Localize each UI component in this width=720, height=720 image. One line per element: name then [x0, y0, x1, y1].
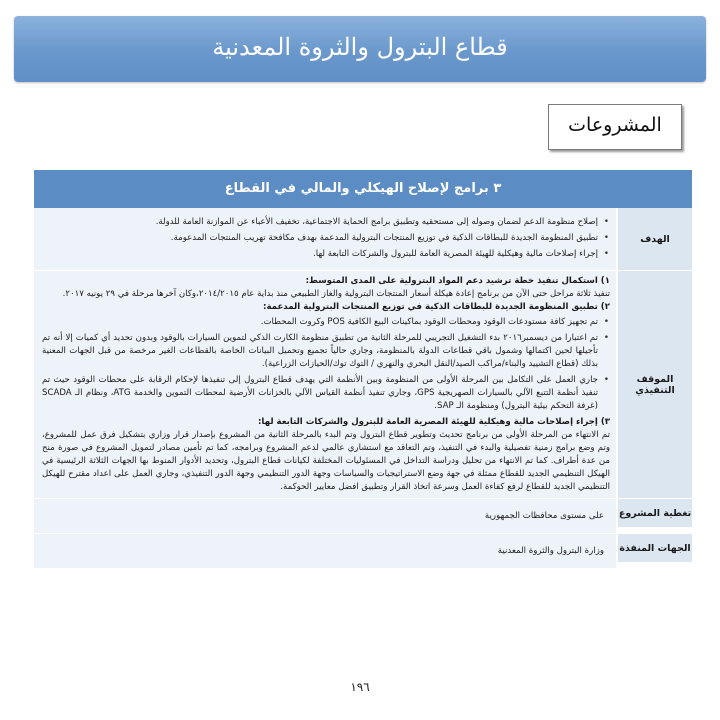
sector-banner — [14, 16, 706, 82]
table-header: ٣ برامج لإصلاح الهيكلي والمالي في القطاع — [34, 170, 692, 208]
section-label-box — [548, 104, 682, 150]
goal-row — [34, 208, 692, 271]
entity-row — [34, 534, 692, 568]
sector-title: قطاع البترول والثروة المعدنية — [212, 33, 508, 61]
status-paragraph-1: تنفيذ ثلاثة مراحل حتى الآن من برنامج إعادة هيكلة أسعار المنتجات البترولية والغاز الطبيعي منذ بداية عام ٢٠١٤/٢٠١٥،وكان آخرها مرحلة في ٢٩ يونيه ٢٠١٧. — [62, 289, 610, 299]
goal-content — [34, 208, 616, 270]
coverage-label: تغطية المشروع — [616, 499, 692, 527]
status-content — [34, 271, 616, 498]
page-number: ١٩٦ — [350, 680, 370, 694]
status-subheading-1: ١) استكمال تنفيذ خطة ترشيد دعم المواد البترولية على المدى المتوسط: — [305, 276, 610, 286]
status-subheading-2: ٢) تطبيق المنظومة الجديدة للبطاقات الذكية في توزيع المنتجات البترولية المدعمة: — [263, 302, 610, 312]
status-list-2 — [42, 316, 610, 413]
section-title: المشروعات — [568, 114, 662, 136]
status-item: • تم تجهيز كافة مستودعات الوقود ومحطات الوقود بماكينات البيع الكافية POS وكروت المحطات. — [42, 316, 610, 329]
project-table — [34, 170, 692, 568]
entity-label: الجهات المنفذة — [616, 534, 692, 562]
status-item: • جاري العمل على التكامل بين المرحلة الأولى من المنظومة وبين الأنظمة التي يهدف قطاع البترول إلى تنفيذها لإحكام الرقابة على محطات الوقود حيث تم تنفيذ أنظمة التتبع الآلي بالسيارات الصهريجية GPS، وجاري تنفيذ أنظمة القياس الآلي بالخزانات الأرضية لمحطات التموين والخدمة ATG، ونظام الـ SCADA (غرفة التحكم بيئية البترول) ومنظومة الـ SAP. — [42, 374, 610, 413]
coverage-row — [34, 499, 692, 534]
goal-item: • تطبيق المنظومة الجديدة للبطاقات الذكية في توزيع المنتجات البترولية المدعمة بهدف مكافحة تهريب المنتجات المدعومة. — [42, 232, 610, 245]
goal-item: • إصلاح منظومة الدعم لضمان وصوله إلى مستحقيه وتطبيق برامج الحماية الاجتماعية، تخفيف الأعباء عن الموازنة العامة للدولة. — [42, 216, 610, 229]
entity-value: وزارة البترول والثروة المعدنية — [34, 534, 616, 568]
goal-label: الهدف — [616, 208, 692, 270]
goal-list — [42, 216, 610, 261]
status-item: • تم اعتبارا من ديسمبر٢٠١٦ بدء التشغيل التجريبي للمرحلة الثانية من تطبيق منظومة الكارت الذكي لتموين السيارات بالوقود وبدون تحديد أي كميات إلا أنه تم تأجيلها لحين اكتمالها وشمول باقي قطاعات الدولة بالمنظومة، وجاري حالياً تجميع وتحميل البيانات الخاصة بالقطاعات الغير مرخصة من قبل الجهات المعنية بذلك (قطاع التشييد والبناء/مراكب الصيد/النقل البحري والنهري / التوك توك/الحيازات الزراعية). — [42, 332, 610, 371]
goal-item: • إجراء إصلاحات مالية وهيكلية للهيئة المصرية العامة للبترول والشركات التابعة لها. — [42, 248, 610, 261]
status-row — [34, 271, 692, 499]
status-subheading-3: ٣) إجراء إصلاحات مالية وهيكلية للهيئة المصرية العامة للبترول والشركات التابعة لها: — [258, 417, 610, 427]
status-label: الموقف التنفيذي — [616, 271, 692, 498]
coverage-value: على مستوى محافظات الجمهورية — [34, 499, 616, 533]
status-paragraph-3: تم الانتهاء من المرحلة الأولى من برنامج تحديث وتطوير قطاع البترول وتم البدء بالمرحلة الثانية من المشروع بإصدار قرار وزاري بتشكيل فرق عمل للمشروع، وتم وضع برامج زمنية تفصيلية والبدء في التنفيذ، وتم التعاقد مع استشاري عالمي لدعم المشروع وبرامجه، كما تم تأمين مصادر لتمويل المشروع في صورة منح من عدة أطراف. كما تم الانتهاء من تحليل ودراسة التداخل في المسئوليات المختلفة لكيانات قطاع البترول، وتحديد الأدوار المنوط بها الجهات الثلاثة الرئيسية في الهيكل التنظيمي الجديد للقطاع ممثلة في جهة وضع الاستراتيجيات والسياسات وجهة الدور التنظيمي وجهة الدور التنفيذي، وجاري العمل على اعداد مقترح للهيكل التنظيمي الجديد للقطاع لرفع كفاءة العمل وسرعة اتخاذ القرار وتطبيق افضل معايير الحوكمة. — [42, 430, 610, 492]
